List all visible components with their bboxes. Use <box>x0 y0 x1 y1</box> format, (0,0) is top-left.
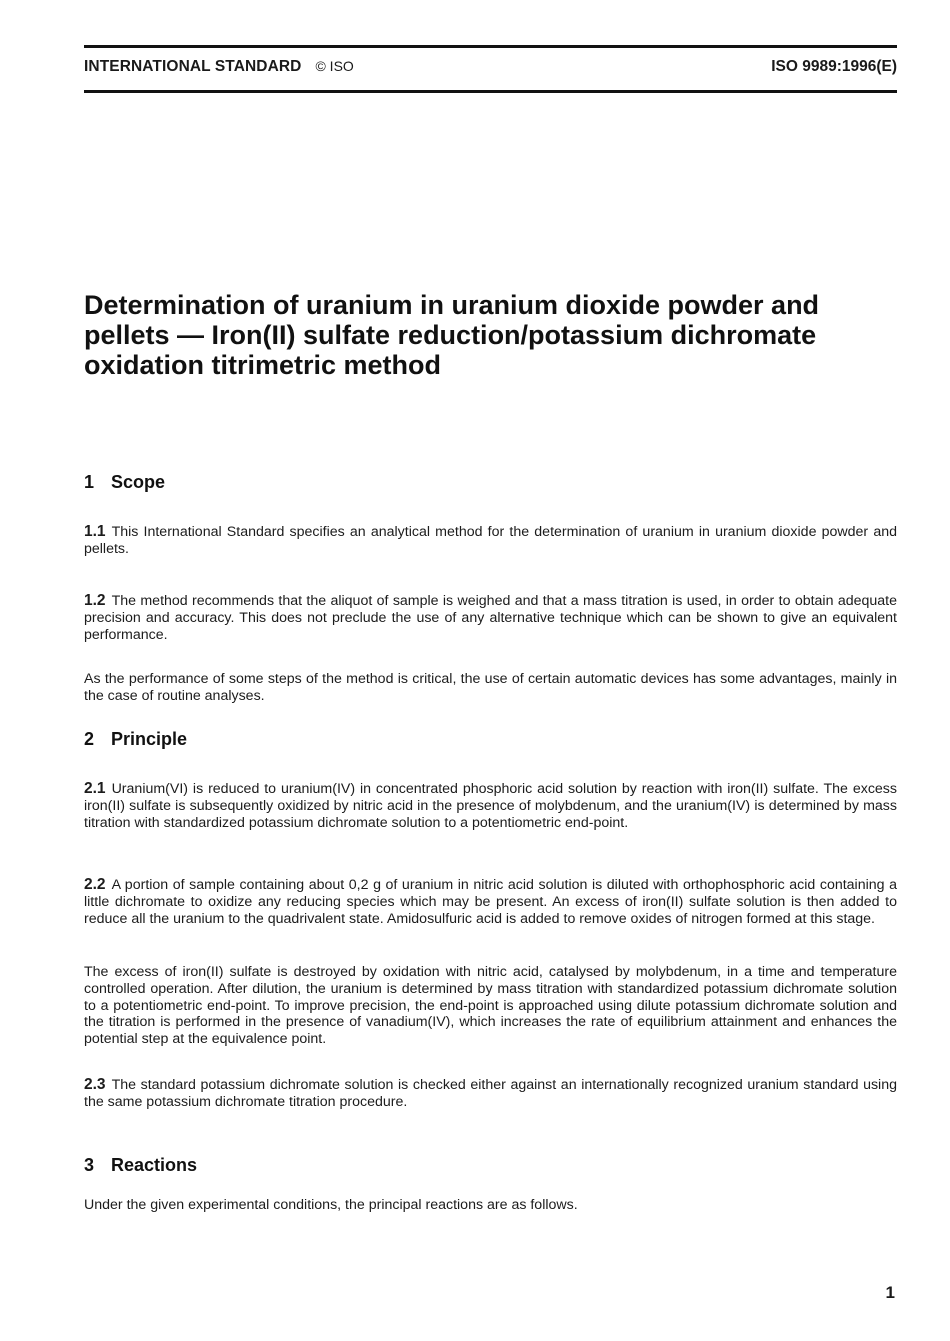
page-number: 1 <box>885 1283 895 1302</box>
clause-number: 2.3 <box>84 1076 106 1093</box>
clause-text: Uranium(VI) is reduced to uranium(IV) in concentrated phosphoric acid solution by reaction with iron(II) sulfate. The excess iron(II) sulfate is subsequently oxidized by nitric acid in the presence of molybdenum, and the uranium(IV) is determined by mass titration with standardized potassium dichromate solution to a potentiometric end-point. <box>84 781 897 831</box>
clause-text: The method recommends that the aliquot of sample is weighed and that a mass titration is used, in order to obtain adequate precision and accuracy. This does not preclude the use of any alternative technique which can be shown to give an equivalent performance. <box>84 593 897 643</box>
header-left <box>84 58 354 76</box>
section-heading-scope <box>84 472 165 493</box>
clause-1-1 <box>84 524 897 558</box>
header-bottom-rule <box>84 90 897 93</box>
clause-2-2 <box>84 877 897 927</box>
section-number: 2 <box>84 729 95 749</box>
document-title: Determination of uranium in uranium dioxide powder and pellets — Iron(II) sulfate reduction/potassium dichromate oxidation titrimetric method <box>84 290 820 380</box>
section-heading-reactions <box>84 1155 197 1176</box>
standard-label: INTERNATIONAL STANDARD <box>84 58 302 75</box>
iso-copyright-mark: © ISO <box>315 58 354 74</box>
clause-text: This International Standard specifies an analytical method for the determination of uranium in uranium dioxide powder and pellets. <box>84 524 897 557</box>
section-heading-principle <box>84 729 187 750</box>
clause-number: 2.2 <box>84 876 106 893</box>
clause-1-2 <box>84 593 897 643</box>
clause-2-3 <box>84 1077 897 1111</box>
standard-number: ISO 9989:1996(E) <box>771 58 897 75</box>
reactions-paragraph: Under the given experimental conditions, the principal reactions are as follows. <box>84 1197 578 1213</box>
clause-text: A portion of sample containing about 0,2 g of uranium in nitric acid solution is diluted with orthophosphoric acid containing a little dichromate to oxidize any reducing species which may be present. An excess of iron(II) sulfate solution is then added to reduce all the uranium to the quadrivalent state. Amidosulfuric acid is added to remove oxides of nitrogen formed at this stage. <box>84 877 897 927</box>
clause-text: The standard potassium dichromate solution is checked either against an internationally recognized uranium standard using the same potassium dichromate titration procedure. <box>84 1077 897 1110</box>
principle-paragraph: The excess of iron(II) sulfate is destroyed by oxidation with nitric acid, catalysed by molybdenum, in a time and temperature controlled operation. After dilution, the uranium is determined by mass titration with standardized potassium dichromate solution to a potentiometric end-point. To improve precision, the end-point is approached using dilute potassium dichromate solution and the titration is performed in the presence of vanadium(IV), which increases the rate of equilibrium attainment and enhances the potential step at the equivalence point. <box>84 964 897 1048</box>
scope-paragraph: As the performance of some steps of the method is critical, the use of certain automatic devices has some advantages, mainly in the case of routine analyses. <box>84 671 897 704</box>
clause-number: 2.1 <box>84 780 106 797</box>
section-number: 3 <box>84 1155 95 1175</box>
clause-number: 1.2 <box>84 592 106 609</box>
section-title: Principle <box>111 729 188 749</box>
section-number: 1 <box>84 472 95 492</box>
clause-2-1 <box>84 781 897 831</box>
section-title: Scope <box>111 472 166 492</box>
clause-number: 1.1 <box>84 523 106 540</box>
header-top-rule <box>84 45 897 48</box>
page-header <box>84 58 897 82</box>
section-title: Reactions <box>111 1155 198 1175</box>
